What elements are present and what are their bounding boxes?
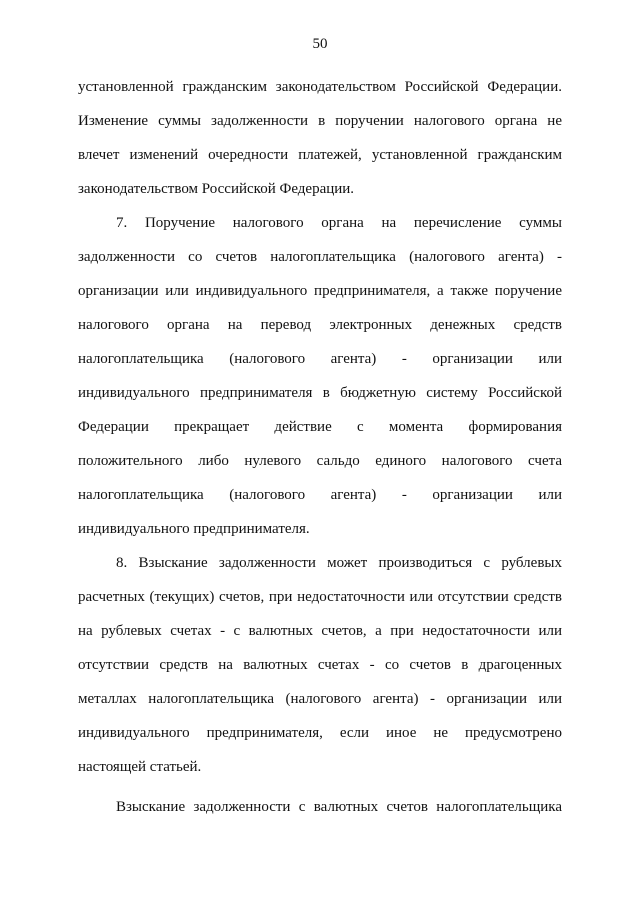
text-line: расчетных (текущих) счетов, при недостаточности или отсутствии средств xyxy=(78,589,562,605)
text-line: индивидуального предпринимателя, если иное не предусмотрено xyxy=(78,725,562,741)
text-line: настоящей статьей. xyxy=(78,759,202,775)
text-line: Изменение суммы задолженности в поручении налогового органа не xyxy=(78,113,562,129)
text-line: металлах налогоплательщика (налогового агента) - организации или xyxy=(78,691,562,707)
text-line: Федерации прекращает действие с момента формирования xyxy=(78,419,562,435)
text-line: Взыскание задолженности с валютных счетов налогоплательщика xyxy=(116,799,562,815)
text-line: отсутствии средств на валютных счетах - со счетов в драгоценных xyxy=(78,657,562,673)
text-line: влечет изменений очередности платежей, установленной гражданским xyxy=(78,147,562,163)
text-line: 7. Поручение налогового органа на перечисление суммы xyxy=(116,215,562,231)
text-line: законодательством Российской Федерации. xyxy=(78,181,355,197)
text-line: индивидуального предпринимателя. xyxy=(78,521,310,537)
page-number: 50 xyxy=(312,36,328,52)
text-line: установленной гражданским законодательством Российской Федерации. xyxy=(78,79,562,95)
text-line: 8. Взыскание задолженности может производиться с рублевых xyxy=(116,555,562,571)
text-line: налогоплательщика (налогового агента) - организации или xyxy=(78,487,562,503)
text-line: индивидуального предпринимателя в бюджетную систему Российской xyxy=(78,385,562,401)
text-line: положительного либо нулевого сальдо единого налогового счета xyxy=(78,453,562,469)
text-line: на рублевых счетах - с валютных счетов, а при недостаточности или xyxy=(78,623,562,639)
text-line: задолженности со счетов налогоплательщика (налогового агента) - xyxy=(78,249,562,265)
text-line: налогоплательщика (налогового агента) - организации или xyxy=(78,351,562,367)
text-line: налогового органа на перевод электронных денежных средств xyxy=(78,317,562,333)
text-line: организации или индивидуального предпринимателя, а также поручение xyxy=(78,283,562,299)
